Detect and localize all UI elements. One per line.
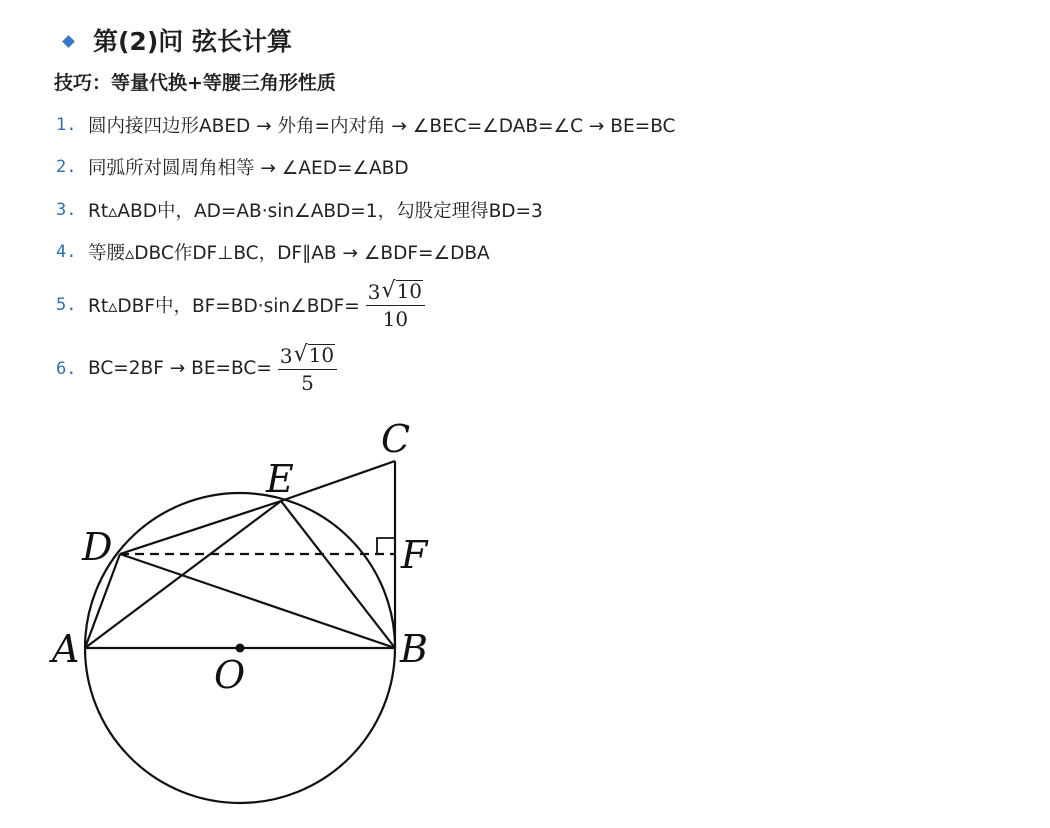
fraction-coefficient: 3 — [279, 344, 293, 368]
step-4 — [56, 239, 490, 265]
section-title: 第(2)问 弦长计算 — [93, 27, 292, 56]
step-number: 3. — [56, 200, 77, 220]
fraction-bf — [366, 280, 425, 329]
step-1 — [56, 112, 675, 138]
right-angle-mark — [377, 538, 395, 554]
step-text: 同弧所对圆周角相等 → ∠AED=∠ABD — [88, 158, 409, 179]
step-number: 4. — [56, 242, 77, 262]
sqrt-expression — [382, 280, 423, 302]
step-text: BC=2BF → BE=BC= — [88, 358, 272, 379]
label-o: O — [214, 653, 246, 697]
step-number: 6. — [56, 358, 77, 379]
label-d: D — [82, 525, 113, 569]
label-e: E — [266, 457, 294, 501]
label-b: B — [400, 627, 428, 671]
geometry-figure — [40, 410, 460, 815]
radicand: 10 — [308, 343, 335, 367]
fraction-bc — [278, 344, 337, 393]
fraction-denominator: 5 — [301, 371, 314, 395]
fraction-denominator: 10 — [382, 307, 409, 331]
step-text: 等腰▵DBC作DF⊥BC，DF∥AB → ∠BDF=∠DBA — [88, 243, 490, 264]
label-f: F — [401, 533, 428, 577]
step-number: 2. — [56, 157, 77, 177]
label-a: A — [52, 627, 80, 671]
step-text: Rt▵ABD中，AD=AB·sin∠ABD=1，勾股定理得BD=3 — [88, 201, 543, 222]
segment-db — [120, 554, 395, 648]
segment-ec — [281, 461, 395, 501]
step-2 — [56, 154, 409, 180]
fraction-coefficient: 3 — [367, 280, 381, 304]
radical-sign: √ — [293, 342, 308, 367]
step-text: Rt▵DBF中，BF=BD·sin∠BDF= — [88, 295, 360, 317]
label-c: C — [381, 417, 411, 461]
sqrt-expression — [294, 344, 335, 366]
step-number: 1. — [56, 115, 77, 135]
radicand: 10 — [396, 279, 423, 303]
segment-eb — [281, 501, 395, 648]
step-text: 圆内接四边形ABED → 外角=内对角 → ∠BEC=∠DAB=∠C → BE=BC — [88, 116, 676, 137]
radical-sign: √ — [381, 278, 396, 303]
technique-label: 技巧：等量代换+等腰三角形性质 — [54, 72, 336, 94]
step-number: 5. — [56, 294, 77, 315]
section-heading — [64, 20, 292, 60]
step-3 — [56, 197, 543, 223]
step-6 — [56, 344, 337, 393]
step-5 — [56, 280, 425, 329]
diamond-bullet-icon — [62, 35, 75, 48]
center-point-o — [236, 644, 245, 653]
